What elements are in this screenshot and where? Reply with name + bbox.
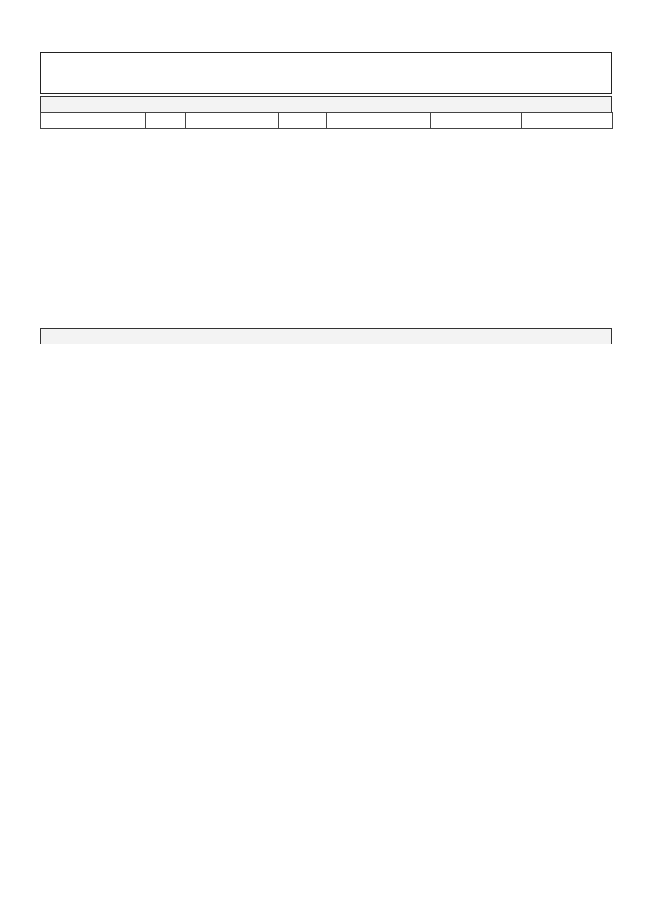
table-row xyxy=(41,113,613,129)
field-label xyxy=(431,113,522,129)
document-title xyxy=(40,52,612,94)
field-value xyxy=(522,113,613,129)
general-status-table xyxy=(40,112,613,129)
row-label-corp xyxy=(41,113,146,129)
field-label xyxy=(279,113,327,129)
section-general-heading xyxy=(40,96,612,112)
field-label xyxy=(146,113,186,129)
field-value xyxy=(186,113,279,129)
field-value xyxy=(327,113,431,129)
section-settlement-heading xyxy=(40,328,612,344)
